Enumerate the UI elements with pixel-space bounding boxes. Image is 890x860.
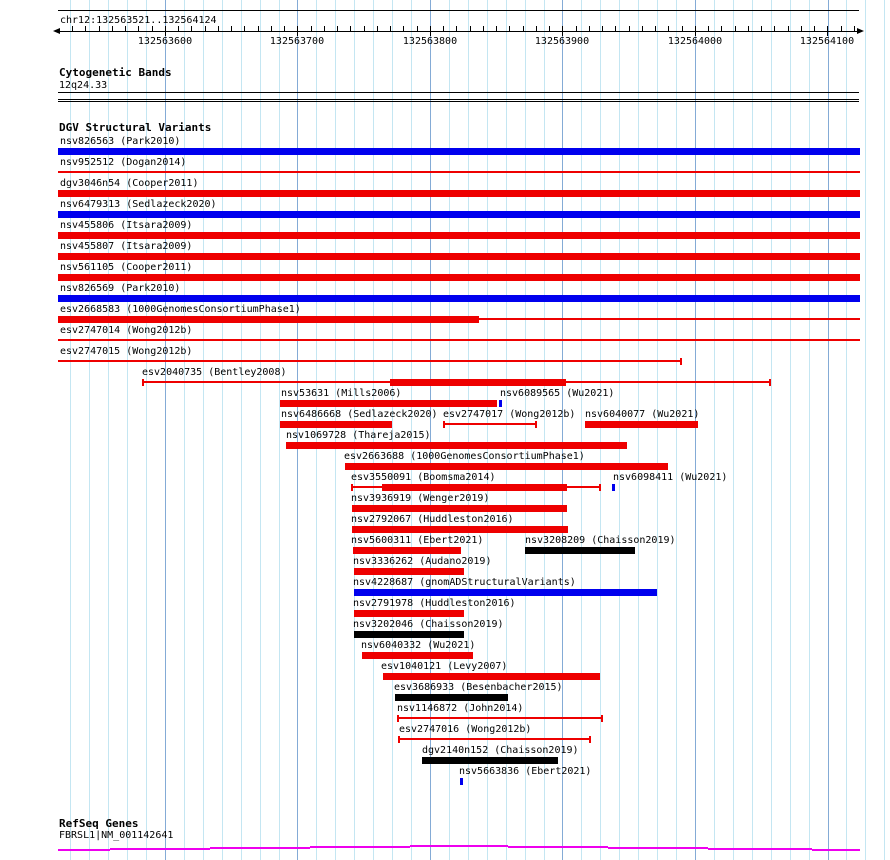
- ruler-tick-label: 132564000: [667, 36, 723, 47]
- variant-label: esv2747015 (Wong2012b): [60, 346, 193, 357]
- variant-range-line[interactable]: [479, 318, 860, 320]
- variant-end-cap: [601, 715, 603, 722]
- variant-label: nsv3208209 (Chaisson2019): [525, 535, 676, 546]
- ruler-minor-tick: [258, 26, 259, 31]
- ruler-minor-tick: [364, 26, 365, 31]
- gene-intron-line[interactable]: [508, 846, 608, 848]
- ruler-major-tick: [827, 26, 828, 36]
- variant-label: nsv2791978 (Huddleston2016): [353, 598, 516, 609]
- ruler-minor-tick: [72, 26, 73, 31]
- ruler-minor-tick: [85, 26, 86, 31]
- variant-bar[interactable]: [354, 568, 464, 575]
- minor-gridline: [676, 0, 677, 860]
- minor-gridline: [260, 0, 261, 860]
- ruler-minor-tick: [483, 26, 484, 31]
- variant-label: nsv6040077 (Wu2021): [585, 409, 700, 420]
- minor-gridline: [619, 0, 620, 860]
- variant-range-line[interactable]: [58, 360, 682, 362]
- gene-intron-line[interactable]: [210, 847, 310, 849]
- ruler-major-tick: [562, 26, 563, 36]
- ruler-minor-tick: [748, 26, 749, 31]
- variant-bar[interactable]: [395, 694, 508, 701]
- variant-bar[interactable]: [422, 757, 558, 764]
- ruler-minor-tick: [311, 26, 312, 31]
- variant-bar[interactable]: [585, 421, 698, 428]
- variant-range-line[interactable]: [58, 339, 860, 341]
- cytoband-box-top-line: [58, 92, 859, 93]
- ruler-minor-tick: [509, 26, 510, 31]
- variant-label: esv1040121 (Levy2007): [381, 661, 508, 672]
- variant-label: nsv6040332 (Wu2021): [361, 640, 476, 651]
- ruler-minor-tick: [668, 26, 669, 31]
- ruler-minor-tick: [642, 26, 643, 31]
- ruler-minor-tick: [788, 26, 789, 31]
- variant-bar[interactable]: [362, 652, 473, 659]
- ruler-tick-label: 132563900: [534, 36, 590, 47]
- minor-gridline: [752, 0, 753, 860]
- variant-end-cap: [535, 421, 537, 428]
- ruler-minor-tick: [735, 26, 736, 31]
- variant-end-cap: [589, 736, 591, 743]
- cytoband-box-bottom-line-2: [58, 101, 859, 102]
- ruler-tick-label: 132563800: [402, 36, 458, 47]
- variant-label: dgv3046n54 (Cooper2011): [60, 178, 199, 189]
- variant-bar[interactable]: [382, 484, 567, 491]
- variant-label: esv2663688 (1000GenomesConsortiumPhase1): [344, 451, 585, 462]
- minor-gridline: [790, 0, 791, 860]
- variant-bar[interactable]: [58, 211, 860, 218]
- minor-gridline: [865, 0, 866, 860]
- ruler-minor-tick: [218, 26, 219, 31]
- ruler-minor-tick: [337, 26, 338, 31]
- ruler-minor-tick: [178, 26, 179, 31]
- variant-end-cap: [680, 358, 682, 365]
- variant-range-line[interactable]: [142, 381, 390, 383]
- variant-label: nsv4228687 (gnomADStructuralVariants): [353, 577, 576, 588]
- variant-label: nsv455806 (Itsara2009): [60, 220, 193, 231]
- ruler-minor-tick: [191, 26, 192, 31]
- ruler-minor-tick: [761, 26, 762, 31]
- variant-label: esv2668583 (1000GenomesConsortiumPhase1): [60, 304, 301, 315]
- variant-bar[interactable]: [58, 148, 860, 155]
- variant-label: nsv3336262 (Audano2019): [353, 556, 492, 567]
- ruler-minor-tick: [125, 26, 126, 31]
- variant-label: nsv826563 (Park2010): [60, 136, 181, 147]
- variant-label: nsv5600311 (Ebert2021): [351, 535, 484, 546]
- major-gridline: [695, 0, 696, 860]
- minor-gridline: [657, 0, 658, 860]
- variant-bar[interactable]: [286, 442, 627, 449]
- ruler-minor-tick: [801, 26, 802, 31]
- cytoband-label: 12q24.33: [59, 80, 108, 91]
- ruler-minor-tick: [99, 26, 100, 31]
- variant-bar[interactable]: [353, 547, 461, 554]
- ruler-tick-label: 132563600: [137, 36, 193, 47]
- gene-intron-line[interactable]: [608, 847, 708, 849]
- variant-label: nsv826569 (Park2010): [60, 283, 181, 294]
- ruler-minor-tick: [841, 26, 842, 31]
- variant-label: esv2747017 (Wong2012b): [443, 409, 576, 420]
- ruler-minor-tick: [152, 26, 153, 31]
- variant-bar[interactable]: [352, 526, 568, 533]
- gene-intron-line[interactable]: [410, 845, 508, 847]
- variant-label: nsv2792067 (Huddleston2016): [351, 514, 514, 525]
- region-title: chr12:132563521..132564124: [60, 15, 217, 26]
- variant-range-line[interactable]: [351, 486, 382, 488]
- minor-gridline: [638, 0, 639, 860]
- variant-bar[interactable]: [354, 610, 464, 617]
- ruler-right-arrow-icon: [857, 28, 864, 34]
- ruler-left-arrow-icon: [53, 28, 60, 34]
- variant-bar[interactable]: [58, 274, 860, 281]
- refseq-gene-label: FBRSL1|NM_001142641: [59, 830, 174, 841]
- variant-label: nsv1069728 (Thareja2015): [286, 430, 431, 441]
- ruler-minor-tick: [854, 26, 855, 31]
- gene-intron-line[interactable]: [310, 846, 410, 848]
- ruler-minor-tick: [284, 26, 285, 31]
- variant-label: esv2747016 (Wong2012b): [399, 724, 532, 735]
- ruler-minor-tick: [814, 26, 815, 31]
- cytoband-box-bottom-line-1: [58, 99, 859, 100]
- variant-label: nsv5663836 (Ebert2021): [459, 766, 592, 777]
- ruler-major-tick: [430, 26, 431, 36]
- ruler-tick-label: 132563700: [269, 36, 325, 47]
- variant-label: nsv952512 (Dogan2014): [60, 157, 187, 168]
- variant-label: nsv6098411 (Wu2021): [613, 472, 728, 483]
- variant-bar[interactable]: [58, 316, 479, 323]
- ruler-minor-tick: [629, 26, 630, 31]
- ruler-minor-tick: [231, 26, 232, 31]
- variant-bar[interactable]: [58, 253, 860, 260]
- variant-range-line[interactable]: [58, 171, 860, 173]
- minor-gridline: [884, 0, 885, 860]
- variant-label: nsv6479313 (Sedlazeck2020): [60, 199, 217, 210]
- ruler-axis-line: [60, 31, 857, 32]
- ruler-minor-tick: [390, 26, 391, 31]
- minor-gridline: [809, 0, 810, 860]
- variant-end-cap: [599, 484, 601, 491]
- ruler-minor-tick: [576, 26, 577, 31]
- variant-label: dgv2140n152 (Chaisson2019): [422, 745, 579, 756]
- gene-intron-line[interactable]: [58, 849, 110, 851]
- ruler-tick-label: 132564100: [799, 36, 855, 47]
- cytobands-section-title: Cytogenetic Bands: [59, 66, 172, 79]
- ruler-minor-tick: [324, 26, 325, 31]
- minor-gridline: [600, 0, 601, 860]
- ruler-minor-tick: [377, 26, 378, 31]
- ruler-major-tick: [695, 26, 696, 36]
- minor-gridline: [714, 0, 715, 860]
- ruler-minor-tick: [443, 26, 444, 31]
- ruler-minor-tick: [244, 26, 245, 31]
- ruler-minor-tick: [403, 26, 404, 31]
- variant-label: nsv3202046 (Chaisson2019): [353, 619, 504, 630]
- refseq-section-title: RefSeq Genes: [59, 817, 139, 830]
- minor-gridline: [544, 0, 545, 860]
- minor-gridline: [222, 0, 223, 860]
- variant-bar[interactable]: [525, 547, 635, 554]
- ruler-minor-tick: [721, 26, 722, 31]
- dgv-section-title: DGV Structural Variants: [59, 121, 212, 134]
- ruler-major-tick: [165, 26, 166, 36]
- variant-bar[interactable]: [354, 589, 657, 596]
- variant-label: esv3686933 (Besenbacher2015): [394, 682, 563, 693]
- variant-label: esv2040735 (Bentley2008): [142, 367, 287, 378]
- variant-bar[interactable]: [345, 463, 668, 470]
- ruler-minor-tick: [615, 26, 616, 31]
- top-frame-line: [58, 10, 859, 11]
- variant-end-cap: [769, 379, 771, 386]
- variant-point-marker[interactable]: [612, 484, 615, 491]
- ruler-minor-tick: [271, 26, 272, 31]
- ruler-minor-tick: [708, 26, 709, 31]
- variant-label: nsv561105 (Cooper2011): [60, 262, 193, 273]
- variant-label: nsv1146872 (John2014): [397, 703, 524, 714]
- minor-gridline: [581, 0, 582, 860]
- variant-label: nsv6089565 (Wu2021): [500, 388, 615, 399]
- variant-bar[interactable]: [390, 379, 566, 386]
- ruler-minor-tick: [138, 26, 139, 31]
- variant-label: esv2747014 (Wong2012b): [60, 325, 193, 336]
- ruler-minor-tick: [682, 26, 683, 31]
- gene-intron-line[interactable]: [708, 848, 812, 850]
- variant-point-marker[interactable]: [460, 778, 463, 785]
- ruler-minor-tick: [112, 26, 113, 31]
- minor-gridline: [241, 0, 242, 860]
- variant-label: nsv6486668 (Sedlazeck2020): [281, 409, 438, 420]
- variant-range-line[interactable]: [397, 717, 603, 719]
- minor-gridline: [771, 0, 772, 860]
- variant-bar[interactable]: [280, 421, 392, 428]
- ruler-minor-tick: [350, 26, 351, 31]
- variant-label: esv3550091 (Boomsma2014): [351, 472, 496, 483]
- ruler-minor-tick: [523, 26, 524, 31]
- variant-bar[interactable]: [354, 631, 464, 638]
- minor-gridline: [733, 0, 734, 860]
- variant-point-marker[interactable]: [499, 400, 502, 407]
- minor-gridline: [846, 0, 847, 860]
- variant-bar[interactable]: [280, 400, 497, 407]
- major-gridline: [828, 0, 829, 860]
- ruler-minor-tick: [456, 26, 457, 31]
- variant-label: nsv53631 (Mills2006): [281, 388, 402, 399]
- ruler-minor-tick: [205, 26, 206, 31]
- ruler-minor-tick: [417, 26, 418, 31]
- ruler-minor-tick: [470, 26, 471, 31]
- variant-range-line[interactable]: [566, 381, 771, 383]
- variant-range-line[interactable]: [398, 738, 591, 740]
- variant-bar[interactable]: [58, 190, 860, 197]
- variant-range-line[interactable]: [567, 486, 601, 488]
- ruler-minor-tick: [602, 26, 603, 31]
- variant-label: nsv3936919 (Wenger2019): [351, 493, 490, 504]
- variant-bar[interactable]: [352, 505, 567, 512]
- gene-intron-line[interactable]: [812, 849, 860, 851]
- ruler-minor-tick: [549, 26, 550, 31]
- ruler-minor-tick: [496, 26, 497, 31]
- ruler-major-tick: [297, 26, 298, 36]
- major-gridline: [562, 0, 563, 860]
- ruler-minor-tick: [589, 26, 590, 31]
- ruler-minor-tick: [655, 26, 656, 31]
- variant-bar[interactable]: [58, 295, 860, 302]
- variant-bar[interactable]: [383, 673, 600, 680]
- variant-bar[interactable]: [58, 232, 860, 239]
- minor-gridline: [279, 0, 280, 860]
- ruler-minor-tick: [774, 26, 775, 31]
- variant-label: nsv455807 (Itsara2009): [60, 241, 193, 252]
- ruler-minor-tick: [536, 26, 537, 31]
- variant-range-line[interactable]: [443, 423, 537, 425]
- gene-intron-line[interactable]: [110, 848, 210, 850]
